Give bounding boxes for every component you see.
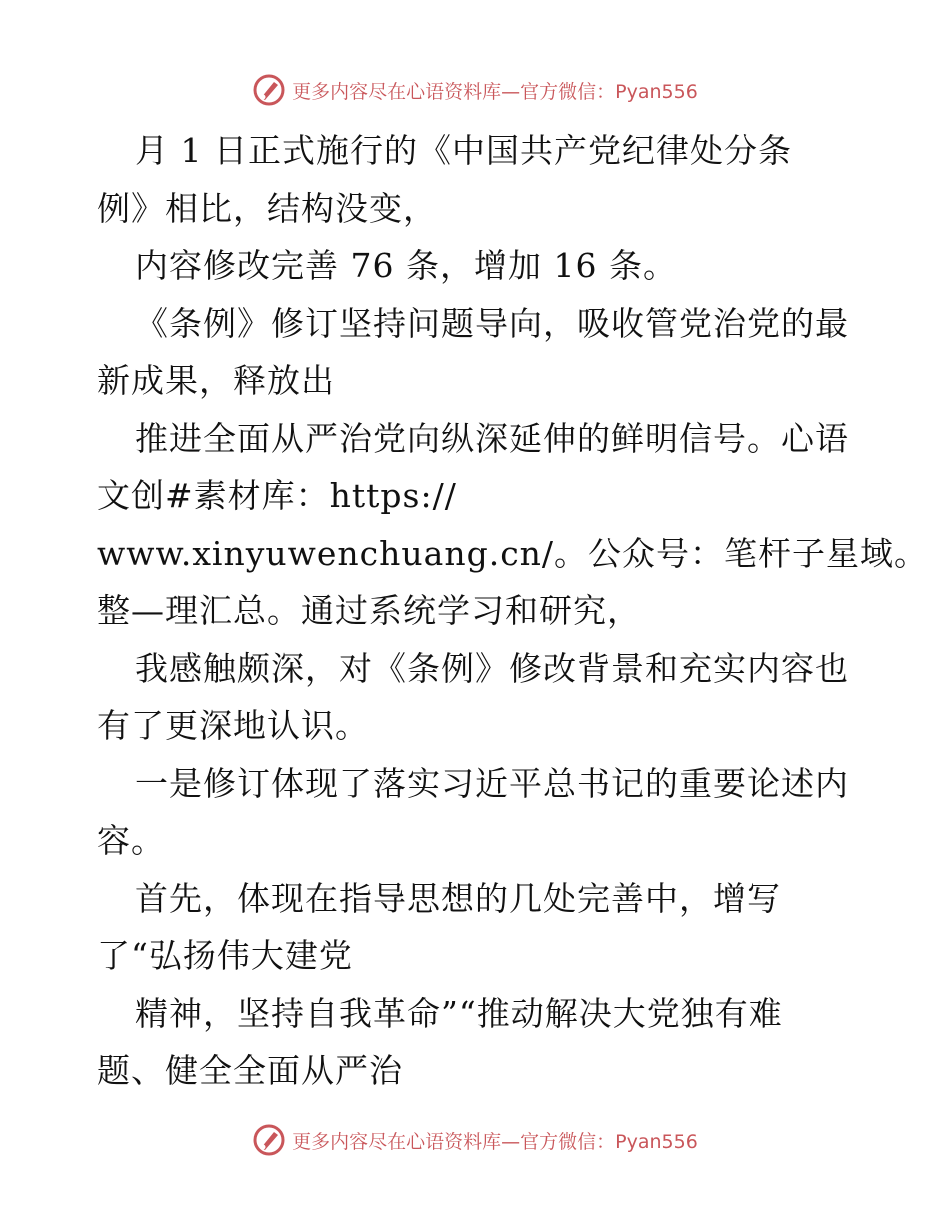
- text-line: 精神，坚持自我革命”“推动解决大党独有难: [135, 993, 783, 1033]
- text-line: 了“弘扬伟大建党: [97, 936, 353, 975]
- text-line: 新成果，释放出: [97, 361, 335, 400]
- text-line: 我感触颇深，对《条例》修改背景和充实内容也: [135, 648, 849, 688]
- text-line: www.xinyuwenchuang.cn/。公众号：笔杆子星域。: [97, 533, 929, 573]
- text-line: 内容修改完善 76 条，增加 16 条。: [135, 246, 677, 285]
- text-line: 例》相比，结构没变，: [97, 188, 437, 228]
- text-line: 题、健全全面从严治: [97, 1051, 403, 1090]
- text-line: 一是修订体现了落实习近平总书记的重要论述内: [135, 763, 849, 803]
- pen-logo-icon: [252, 73, 286, 107]
- watermark-text: 更多内容尽在心语资料库—官方微信：Pyan556: [292, 1130, 698, 1153]
- pen-logo-icon: [252, 1123, 286, 1157]
- text-line: 推进全面从严治党向纵深延伸的鲜明信号。心语: [135, 418, 849, 458]
- text-line: 首先，体现在指导思想的几处完善中，增写: [135, 878, 781, 918]
- text-line: 容。: [97, 821, 165, 860]
- watermark-text: 更多内容尽在心语资料库—官方微信：Pyan556: [292, 80, 698, 103]
- footer-watermark: [0, 1120, 950, 1160]
- text-line: 整—理汇总。通过系统学习和研究，: [97, 591, 641, 630]
- text-line: 文创#素材库：https://: [97, 476, 457, 515]
- text-line: 《条例》修订坚持问题导向，吸收管党治党的最: [135, 303, 849, 343]
- document-body: [97, 122, 929, 1100]
- text-line: 有了更深地认识。: [97, 706, 369, 745]
- text-line: 月 1 日正式施行的《中国共产党纪律处分条: [135, 131, 792, 170]
- header-watermark: [0, 70, 950, 110]
